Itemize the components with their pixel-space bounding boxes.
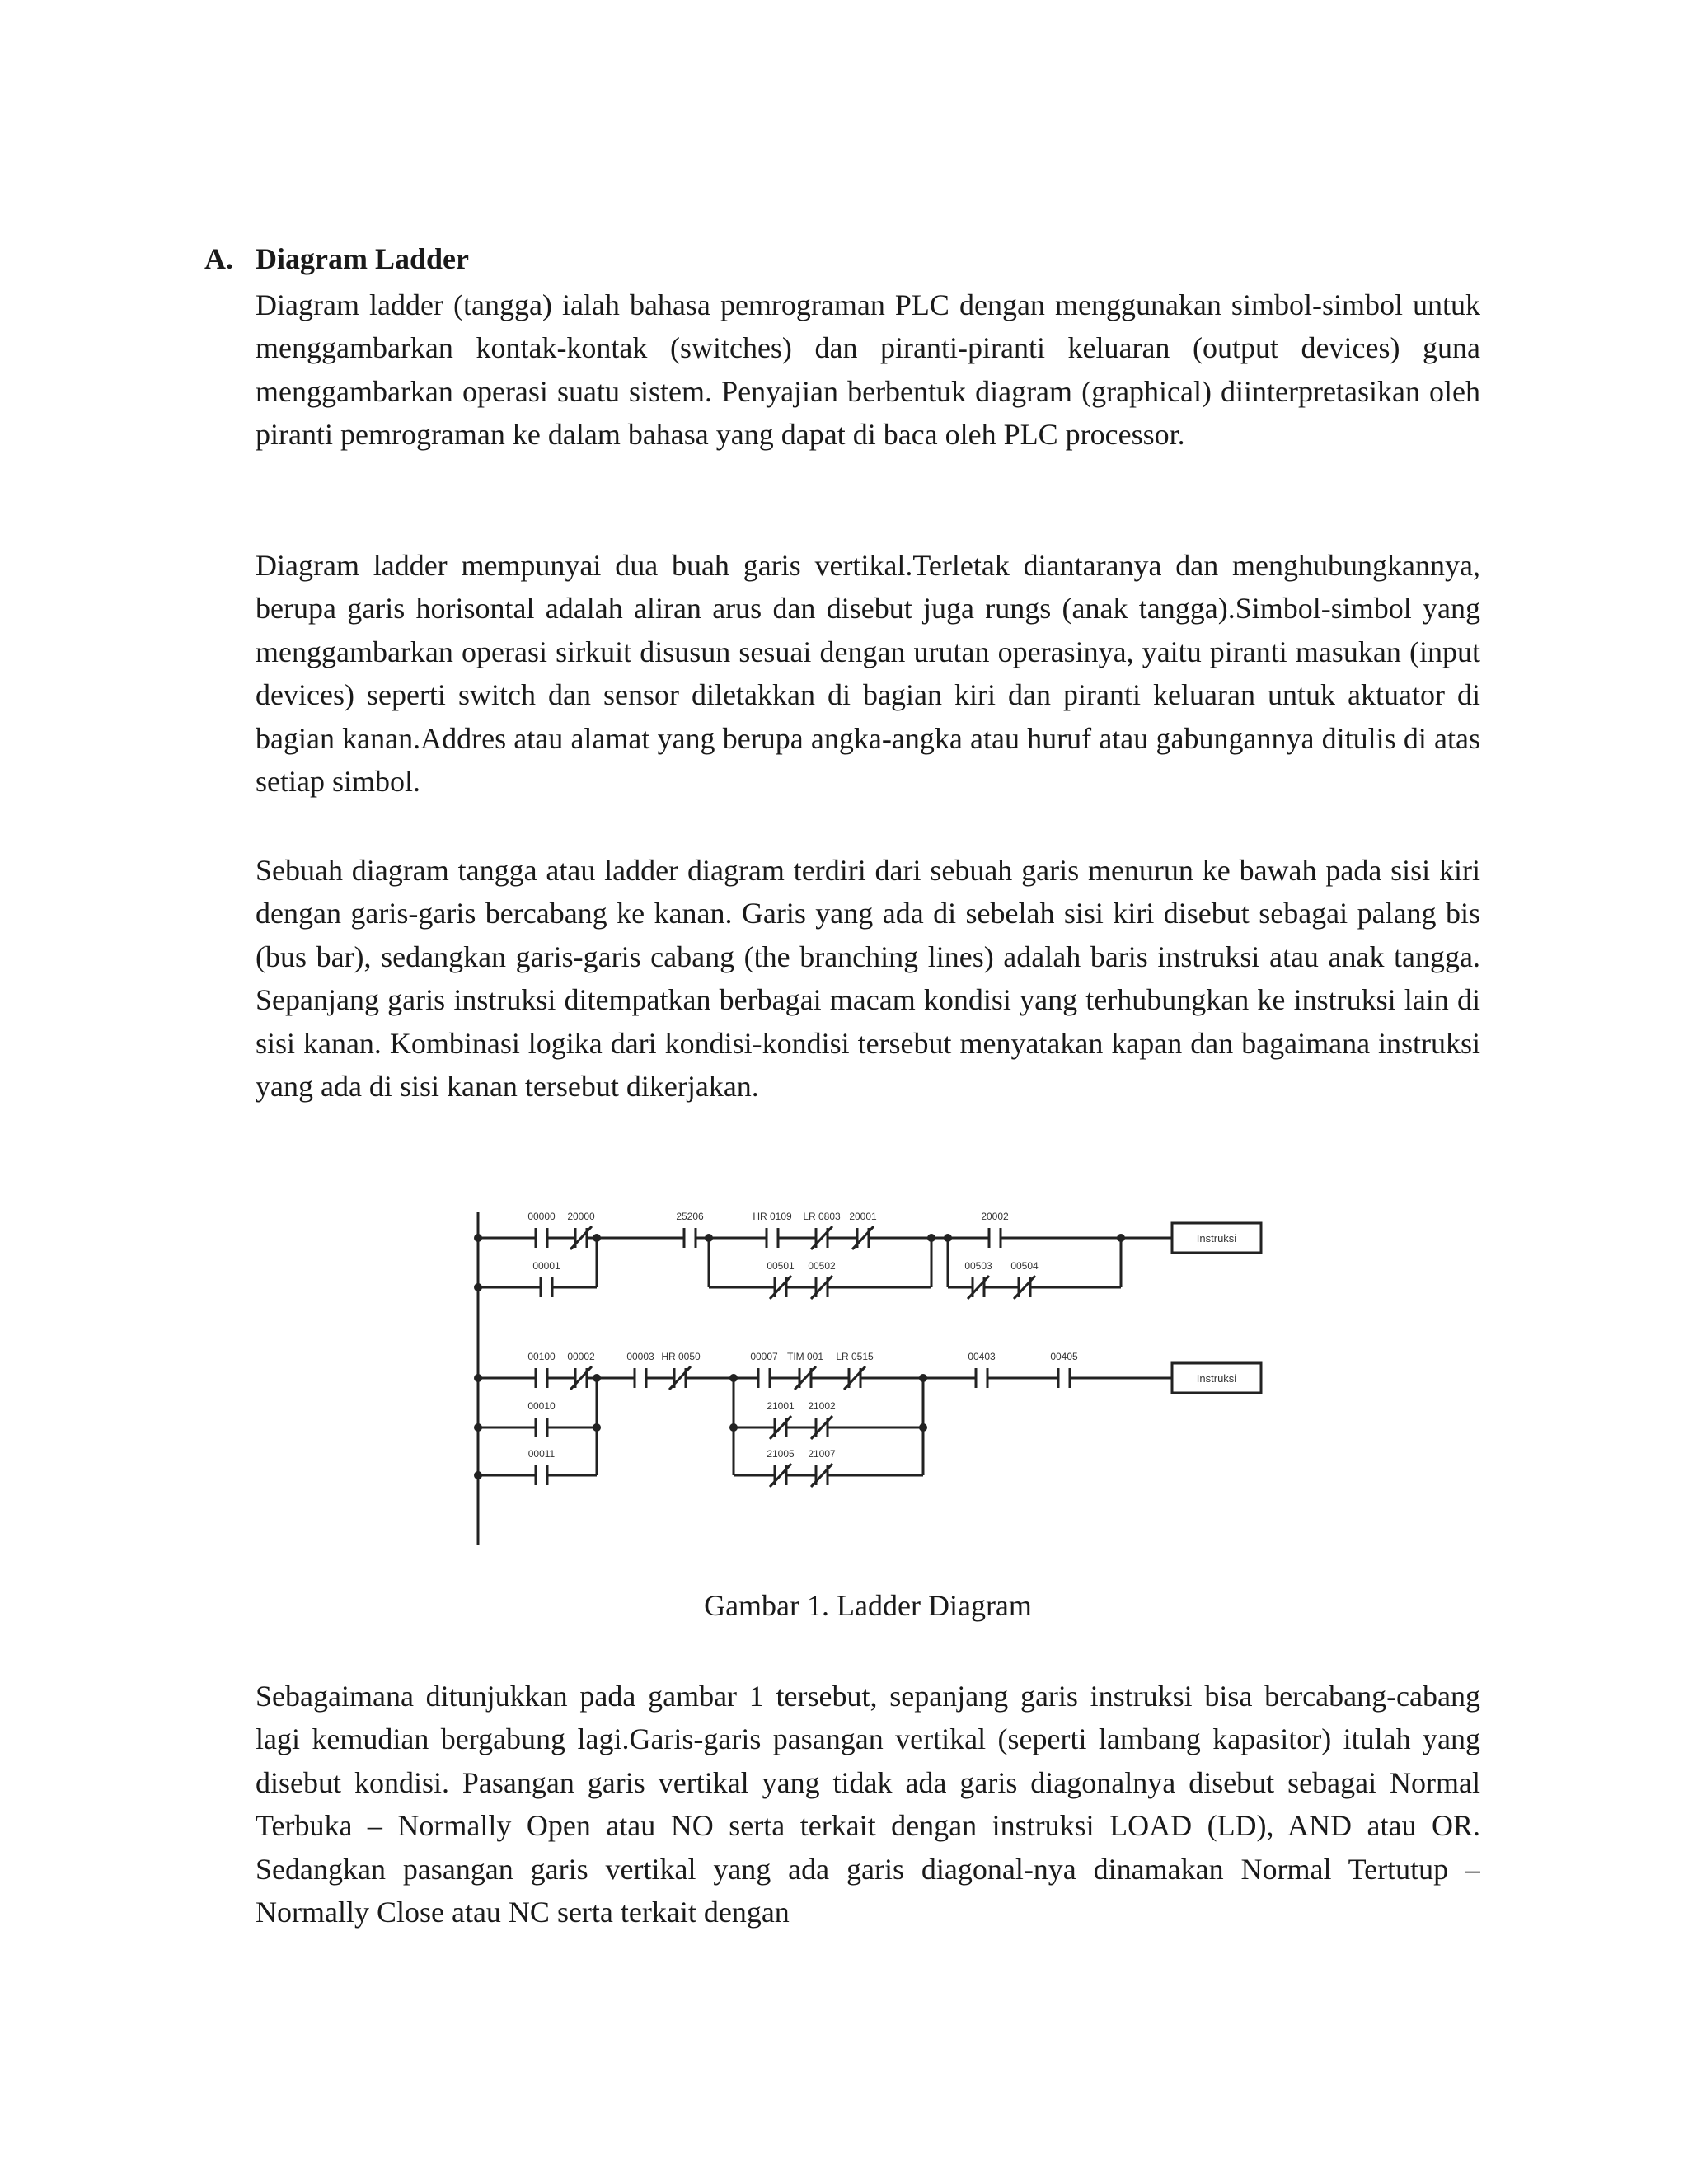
contact-label: LR 0515 <box>836 1351 874 1362</box>
section-title: Diagram Ladder <box>256 242 469 275</box>
contact-label: 00003 <box>626 1351 654 1362</box>
contact-label: 00503 <box>964 1260 992 1272</box>
contact-label: 21001 <box>767 1400 795 1412</box>
contact-label: HR 0109 <box>753 1211 792 1222</box>
contact-label: 20002 <box>981 1211 1009 1222</box>
contact-label: 00000 <box>528 1211 556 1222</box>
ladder-diagram <box>462 1195 1269 1549</box>
contact-label: HR 0050 <box>661 1351 701 1362</box>
contact-label: 00002 <box>567 1351 595 1362</box>
contact-label: 00007 <box>750 1351 778 1362</box>
contact-label: 00403 <box>968 1351 996 1362</box>
paragraph-3: Sebuah diagram tangga atau ladder diagram terdiri dari sebuah garis menurun ke bawah pada sisi kiri dengan garis-garis bercabang ke kanan. Garis yang ada di sebelah sisi kiri disebut sebagai palang bis (bus bar), sedangkan garis-garis cabang (the branching lines) adalah baris instruksi atau anak tangga. Sepanjang garis instruksi ditempatkan berbagai macam kondisi yang terhubungkan ke instruksi lain di sisi kanan. Kombinasi logika dari kondisi-kondisi tersebut menyatakan kapan dan bagaimana instruksi yang ada di sisi kanan tersebut dikerjakan. <box>256 854 1480 1104</box>
contact-label: TIM 001 <box>786 1351 824 1362</box>
figure-caption: Gambar 1. Ladder Diagram <box>704 1589 1032 1622</box>
contact-label: 00504 <box>1010 1260 1039 1272</box>
contact-label: 21005 <box>767 1448 795 1460</box>
contact-label: 00405 <box>1050 1351 1078 1362</box>
contact-label: 00010 <box>528 1400 556 1412</box>
section-heading <box>204 237 469 280</box>
contact-label: 20000 <box>567 1211 595 1222</box>
rung1-labels <box>528 1211 1039 1272</box>
contact-label: 00100 <box>528 1351 556 1362</box>
contact-label: 25206 <box>676 1211 704 1222</box>
rung2-labels <box>528 1351 1078 1460</box>
paragraph-4: Sebagaimana ditunjukkan pada gambar 1 tersebut, sepanjang garis instruksi bisa bercabang-cabang lagi kemudian bergabung lagi.Garis-garis pasangan vertikal (seperti lambang kapasitor) itulah yang disebut kondisi. Pasangan garis vertikal yang tidak ada garis diagonalnya disebut sebagai Normal Terbuka – Normally Open atau NO serta terkait dengan instruksi LOAD (LD), AND atau OR. Sedangkan pasangan garis vertikal yang ada garis diagonal-nya dinamakan Normal Tertutup – Normally Close atau NC serta terkait dengan <box>256 1680 1480 1929</box>
ladder-diagram-figure <box>462 1195 1269 1549</box>
paragraph-2: Diagram ladder mempunyai dua buah garis vertikal.Terletak diantaranya dan menghubungkannya, berupa garis horisontal adalah aliran arus dan disebut juga rungs (anak tangga).Simbol-simbol yang menggambarkan operasi sirkuit disusun sesuai dengan urutan operasinya, yaitu piranti masukan (input devices) seperti switch dan sensor diletakkan di bagian kiri dan piranti keluaran untuk aktuator di bagian kanan.Addres atau alamat yang berupa angka-angka atau huruf atau gabungannya ditulis di atas setiap simbol. <box>256 549 1480 799</box>
contact-label: 21007 <box>808 1448 836 1460</box>
contact-label: 20001 <box>849 1211 877 1222</box>
contact-label: 21002 <box>808 1400 836 1412</box>
contact-label: 00501 <box>767 1260 795 1272</box>
contact-label: 00011 <box>528 1448 556 1460</box>
contact-label: 00001 <box>532 1260 560 1272</box>
contact-label: 00502 <box>808 1260 836 1272</box>
rung1-output-label: Instruksi <box>1196 1232 1237 1244</box>
contact-label: LR 0803 <box>803 1211 841 1222</box>
paragraph-1: Diagram ladder (tangga) ialah bahasa pemrograman PLC dengan menggunakan simbol-simbol untuk menggambarkan kontak-kontak (switches) dan piranti-piranti keluaran (output devices) guna menggambarkan operasi suatu sistem. Penyajian berbentuk diagram (graphical) diinterpretasikan oleh piranti pemrograman ke dalam bahasa yang dapat di baca oleh PLC processor. <box>256 288 1480 452</box>
section-marker: A. <box>204 242 233 275</box>
rung2-output-label: Instruksi <box>1196 1372 1237 1385</box>
